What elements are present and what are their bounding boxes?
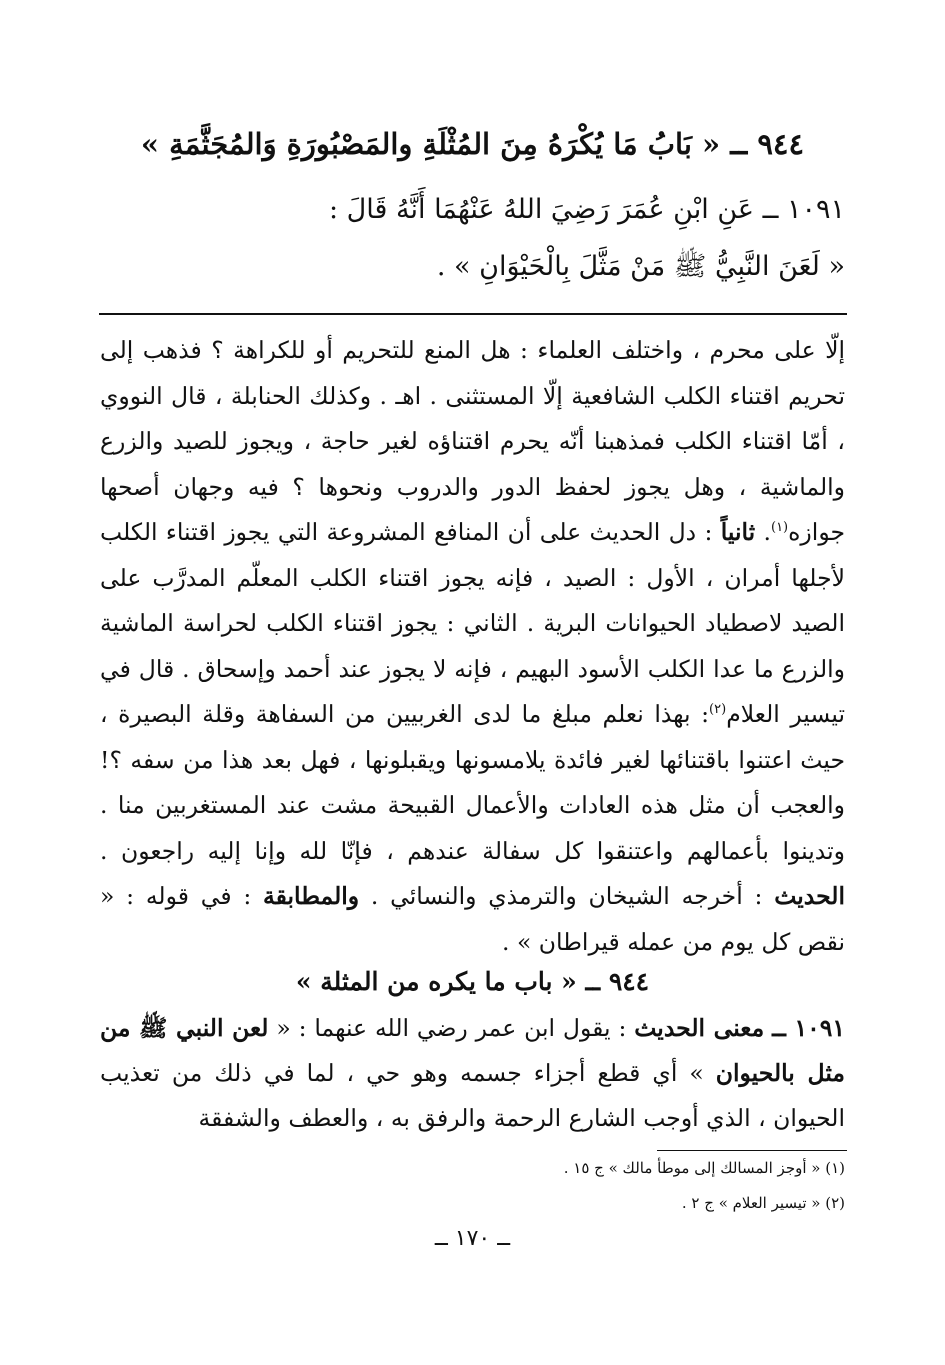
section-divider: [99, 313, 847, 315]
commentary-part-4: : بهذا نعلم مبلغ ما لدى الغربيين من السفاهة وقلة البصيرة ، حيث اعتنوا باقتنائها لغير فائدة يلامسونها ويقبلونها ، فهل بعد هذا من سفه ؟! والعجب أن مثل هذه العادات والأعمال القبيحة مشت عند المستغربين منا . وتدينوا بأعمالهم واعتنقوا كل سفالة عندهم ، فإنّا لله وإنا إليه راجعون .: [100, 700, 845, 865]
hadith-line-1: ١٠٩١ ــ عَنِ ابْنِ عُمَرَ رَضِيَ اللهُ عَنْهُمَا أَنَّهُ قَالَ :: [328, 194, 845, 225]
commentary-part-3: : دل الحديث على أن المنافع المشروعة التي يجوز اقتناء الكلب لأجلها أمران ، الأول : الصيد ، فإنه يجوز اقتناء الكلب المعلّم المدرَّب على الصيد لاصطياد الحيوانات البرية . الثاني : يجوز اقتناء الكلب لحراسة الماشية والزرع ما عدا الكلب الأسود البهيم ، فإنه لا يجوز عند أحمد وإسحاق . قال في تيسير العلام: [100, 518, 845, 728]
chapter-title: ٩٤٤ ــ « بَابُ مَا يُكْرَهُ مِنَ المُثْلَةِ والمَصْبُورَةِ وَالمُجَثَّمَةِ »: [140, 127, 805, 161]
meaning-number: ١٠٩١ ــ: [772, 1014, 845, 1042]
footnote-rule: [657, 1150, 847, 1151]
commentary-part-1: إلّا على محرم ، واختلف العلماء : هل المنع للتحريم أو للكراهة ؟ فذهب إلى تحريم اقتناء الكلب الشافعية إلّا المستثنى . اهـ . وكذلك الحنابلة ، قال النووي ، أمّا اقتناء الكلب فمذهبنا أنّه يحرم اقتناؤه لغير حاجة ، ويجوز للصيد والزرع والماشية ، وهل يجوز لحفظ الدور والدروب ونحوها ؟ فيه وجهان أصحها جوازه: [100, 336, 845, 546]
footnote-ref-2: (٢): [709, 702, 727, 718]
meaning-label: معنى الحديث: [634, 1014, 765, 1042]
meaning-quote: لعن النبي ﷺ من مثل بالحيوان: [100, 1014, 845, 1087]
section-2-title: ٩٤٤ ــ « باب ما يكره من المثلة »: [295, 967, 650, 996]
hadith-label: الحديث: [774, 882, 845, 910]
mutabaqa-label: والمطابقة: [263, 882, 360, 910]
meaning-paragraph: [100, 1006, 845, 1141]
commentary-part-6: : في قوله : « نقص كل يوم من عمله قيراطان » .: [100, 882, 845, 956]
page-number: ــ ١٧٠ ــ: [434, 1226, 511, 1251]
footnote-1: (١) « أوجز المسالك إلى موطأ مالك » ج ١٥ .: [563, 1159, 845, 1177]
commentary-text: [100, 328, 845, 965]
footnote-2: (٢) « تيسير العلام » ج ٢ .: [681, 1194, 845, 1212]
commentary-part-5: : أخرجه الشيخان والترمذي والنسائي .: [359, 882, 775, 910]
footnote-ref-1: (١): [770, 520, 789, 536]
meaning-rest: » أي قطع أجزاء جسمه وهو حي ، لما في ذلك من تعذيب الحيوان ، الذي أوجب الشارع الرحمة والرفق به ، والعطف والشفقة: [100, 1059, 845, 1132]
hadith-meaning: [100, 1006, 845, 1141]
commentary-part-2: .: [755, 518, 771, 546]
commentary-paragraph: [100, 328, 845, 965]
meaning-intro: : يقول ابن عمر رضي الله عنهما : «: [268, 1014, 635, 1042]
thaniyan-label: ثانياً: [720, 518, 756, 546]
hadith-line-2: « لَعَنَ النَّبِيُّ ﷺ مَنْ مَثَّلَ بِالْحَيْوَانِ » .: [436, 251, 845, 282]
